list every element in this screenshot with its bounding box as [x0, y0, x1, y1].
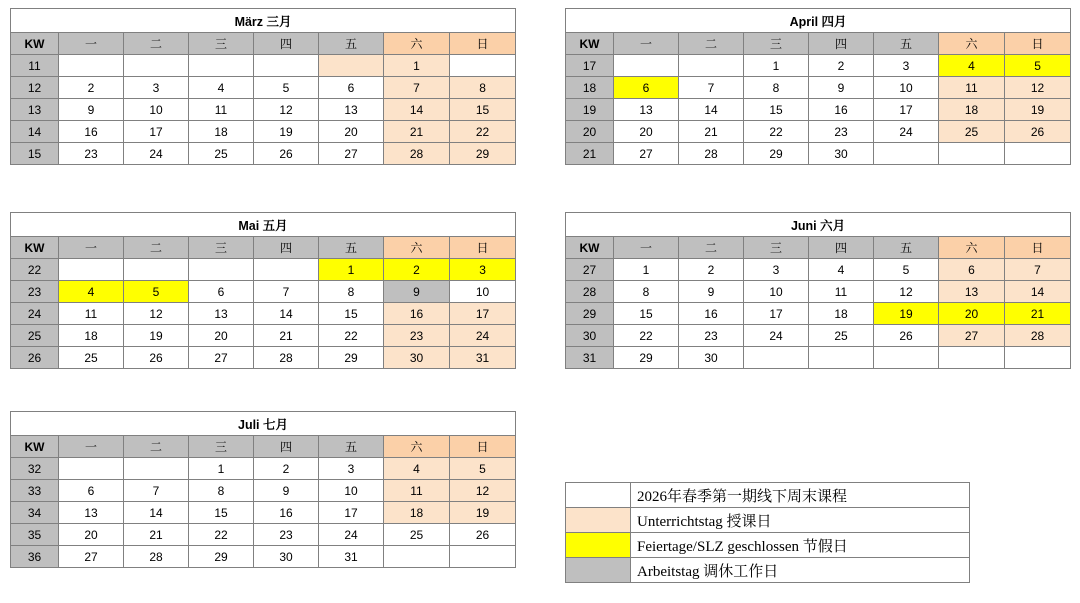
week-row [11, 480, 516, 502]
day-cell: 24 [744, 325, 809, 347]
day-cell: 22 [450, 121, 516, 143]
legend-row [566, 533, 970, 558]
day-cell [874, 143, 939, 165]
day-cell [124, 458, 189, 480]
day-cell: 10 [874, 77, 939, 99]
kw-header: KW [11, 237, 59, 259]
day-cell: 2 [384, 259, 450, 281]
week-row [11, 259, 516, 281]
week-number: 11 [11, 55, 59, 77]
weekday-header: 一 [614, 33, 679, 55]
day-cell: 29 [450, 143, 516, 165]
day-cell: 16 [679, 303, 744, 325]
day-cell: 15 [450, 99, 516, 121]
week-number: 23 [11, 281, 59, 303]
weekday-header: 一 [614, 237, 679, 259]
month-title: Juni 六月 [566, 213, 1071, 237]
day-cell: 25 [939, 121, 1005, 143]
day-cell: 5 [124, 281, 189, 303]
day-cell: 27 [59, 546, 124, 568]
weekday-header: 五 [874, 237, 939, 259]
legend-label: Unterrichtstag 授课日 [631, 508, 970, 533]
day-cell [124, 55, 189, 77]
weekday-header-weekend: 日 [450, 436, 516, 458]
day-cell: 25 [59, 347, 124, 369]
day-cell: 19 [1005, 99, 1071, 121]
week-number: 33 [11, 480, 59, 502]
weekday-header-weekend: 日 [450, 33, 516, 55]
day-cell: 10 [124, 99, 189, 121]
day-cell: 29 [189, 546, 254, 568]
weekday-header: 五 [319, 237, 384, 259]
legend-row [566, 558, 970, 583]
week-number: 29 [566, 303, 614, 325]
day-cell: 27 [319, 143, 384, 165]
week-row [566, 259, 1071, 281]
weekday-header: 四 [254, 436, 319, 458]
day-cell [874, 347, 939, 369]
day-cell [189, 259, 254, 281]
week-number: 20 [566, 121, 614, 143]
day-cell: 5 [874, 259, 939, 281]
day-cell: 13 [59, 502, 124, 524]
day-cell: 13 [614, 99, 679, 121]
day-cell: 16 [254, 502, 319, 524]
day-cell [614, 55, 679, 77]
day-cell: 29 [614, 347, 679, 369]
day-cell: 20 [319, 121, 384, 143]
weekday-header: 五 [319, 436, 384, 458]
day-cell: 20 [189, 325, 254, 347]
weekday-header-row [11, 436, 516, 458]
day-cell: 7 [679, 77, 744, 99]
day-cell: 22 [744, 121, 809, 143]
weekday-header-weekend: 六 [384, 237, 450, 259]
day-cell: 3 [124, 77, 189, 99]
day-cell [1005, 347, 1071, 369]
legend-swatch-teach [566, 508, 631, 533]
day-cell: 28 [254, 347, 319, 369]
day-cell: 7 [384, 77, 450, 99]
kw-header: KW [566, 33, 614, 55]
day-cell: 8 [319, 281, 384, 303]
day-cell: 6 [614, 77, 679, 99]
day-cell: 15 [614, 303, 679, 325]
day-cell: 22 [614, 325, 679, 347]
day-cell: 5 [1005, 55, 1071, 77]
day-cell: 8 [189, 480, 254, 502]
day-cell [59, 458, 124, 480]
day-cell: 24 [124, 143, 189, 165]
day-cell: 21 [124, 524, 189, 546]
weekday-header: 二 [124, 436, 189, 458]
day-cell: 14 [254, 303, 319, 325]
day-cell: 31 [450, 347, 516, 369]
day-cell: 23 [59, 143, 124, 165]
weekday-header: 一 [59, 33, 124, 55]
day-cell: 10 [744, 281, 809, 303]
week-row [566, 77, 1071, 99]
day-cell: 3 [874, 55, 939, 77]
week-row [11, 524, 516, 546]
weekday-header: 一 [59, 237, 124, 259]
week-row [11, 458, 516, 480]
week-row [11, 502, 516, 524]
week-row [11, 77, 516, 99]
day-cell: 24 [319, 524, 384, 546]
day-cell: 15 [319, 303, 384, 325]
day-cell: 18 [939, 99, 1005, 121]
week-number: 19 [566, 99, 614, 121]
day-cell: 11 [809, 281, 874, 303]
day-cell: 5 [254, 77, 319, 99]
week-number: 14 [11, 121, 59, 143]
month-calendar [565, 8, 1071, 165]
day-cell: 18 [59, 325, 124, 347]
week-row [566, 325, 1071, 347]
kw-header: KW [11, 436, 59, 458]
day-cell: 13 [319, 99, 384, 121]
kw-header: KW [11, 33, 59, 55]
day-cell: 23 [384, 325, 450, 347]
weekday-header: 二 [679, 237, 744, 259]
week-row [11, 347, 516, 369]
weekday-header: 四 [254, 33, 319, 55]
day-cell: 12 [874, 281, 939, 303]
legend-label: Arbeitstag 调休工作日 [631, 558, 970, 583]
day-cell: 1 [189, 458, 254, 480]
day-cell [809, 347, 874, 369]
day-cell: 18 [809, 303, 874, 325]
day-cell: 21 [254, 325, 319, 347]
week-number: 21 [566, 143, 614, 165]
day-cell: 19 [874, 303, 939, 325]
day-cell [254, 55, 319, 77]
day-cell: 7 [1005, 259, 1071, 281]
day-cell: 17 [450, 303, 516, 325]
day-cell: 12 [254, 99, 319, 121]
weekday-header: 三 [189, 33, 254, 55]
day-cell: 12 [124, 303, 189, 325]
day-cell [939, 347, 1005, 369]
week-number: 13 [11, 99, 59, 121]
day-cell [59, 259, 124, 281]
week-row [11, 99, 516, 121]
week-number: 35 [11, 524, 59, 546]
day-cell [450, 546, 516, 568]
weekday-header: 四 [809, 237, 874, 259]
weekday-header-row [11, 237, 516, 259]
day-cell: 2 [59, 77, 124, 99]
month-title: April 四月 [566, 9, 1071, 33]
day-cell: 14 [679, 99, 744, 121]
month-calendar [10, 8, 516, 165]
day-cell: 20 [59, 524, 124, 546]
weekday-header-row [566, 33, 1071, 55]
day-cell: 27 [189, 347, 254, 369]
week-number: 25 [11, 325, 59, 347]
day-cell [59, 55, 124, 77]
legend-row [566, 483, 970, 508]
month-title: März 三月 [11, 9, 516, 33]
weekday-header: 五 [874, 33, 939, 55]
day-cell: 10 [319, 480, 384, 502]
week-number: 22 [11, 259, 59, 281]
day-cell: 19 [124, 325, 189, 347]
day-cell: 21 [1005, 303, 1071, 325]
weekday-header: 三 [189, 436, 254, 458]
weekday-header: 三 [744, 33, 809, 55]
day-cell: 4 [809, 259, 874, 281]
day-cell: 1 [614, 259, 679, 281]
day-cell [679, 55, 744, 77]
day-cell: 31 [319, 546, 384, 568]
day-cell [319, 55, 384, 77]
legend-label: 2026年春季第一期线下周末课程 [631, 483, 970, 508]
week-number: 15 [11, 143, 59, 165]
day-cell: 2 [254, 458, 319, 480]
week-row [566, 121, 1071, 143]
week-number: 26 [11, 347, 59, 369]
day-cell: 3 [319, 458, 384, 480]
day-cell [124, 259, 189, 281]
day-cell: 9 [809, 77, 874, 99]
day-cell: 6 [319, 77, 384, 99]
day-cell: 14 [124, 502, 189, 524]
legend-swatch-work [566, 558, 631, 583]
day-cell: 9 [384, 281, 450, 303]
weekday-header: 二 [124, 237, 189, 259]
week-row [566, 347, 1071, 369]
day-cell: 30 [384, 347, 450, 369]
day-cell: 25 [809, 325, 874, 347]
day-cell: 30 [809, 143, 874, 165]
week-number: 17 [566, 55, 614, 77]
week-row [566, 303, 1071, 325]
week-row [11, 55, 516, 77]
week-row [566, 55, 1071, 77]
week-row [11, 303, 516, 325]
weekday-header: 二 [124, 33, 189, 55]
weekday-header-weekend: 六 [939, 237, 1005, 259]
day-cell: 26 [874, 325, 939, 347]
day-cell: 22 [189, 524, 254, 546]
day-cell: 17 [124, 121, 189, 143]
day-cell: 9 [59, 99, 124, 121]
day-cell: 26 [254, 143, 319, 165]
day-cell: 7 [124, 480, 189, 502]
day-cell [939, 143, 1005, 165]
day-cell: 12 [450, 480, 516, 502]
weekday-header-weekend: 日 [1005, 33, 1071, 55]
week-number: 28 [566, 281, 614, 303]
week-number: 36 [11, 546, 59, 568]
day-cell: 8 [614, 281, 679, 303]
weekday-header: 二 [679, 33, 744, 55]
day-cell: 8 [450, 77, 516, 99]
day-cell: 26 [450, 524, 516, 546]
day-cell: 9 [254, 480, 319, 502]
day-cell: 4 [939, 55, 1005, 77]
day-cell: 26 [124, 347, 189, 369]
day-cell: 28 [384, 143, 450, 165]
day-cell: 17 [874, 99, 939, 121]
day-cell [254, 259, 319, 281]
day-cell: 19 [450, 502, 516, 524]
day-cell: 28 [679, 143, 744, 165]
month-calendar [10, 411, 516, 568]
day-cell: 6 [939, 259, 1005, 281]
day-cell: 5 [450, 458, 516, 480]
day-cell: 27 [614, 143, 679, 165]
day-cell: 13 [189, 303, 254, 325]
day-cell: 29 [319, 347, 384, 369]
weekday-header: 三 [744, 237, 809, 259]
week-number: 18 [566, 77, 614, 99]
day-cell: 6 [189, 281, 254, 303]
day-cell: 1 [319, 259, 384, 281]
week-row [11, 121, 516, 143]
day-cell: 22 [319, 325, 384, 347]
week-row [11, 325, 516, 347]
weekday-header: 五 [319, 33, 384, 55]
weekday-header-weekend: 六 [384, 436, 450, 458]
weekday-header-weekend: 日 [1005, 237, 1071, 259]
week-row [566, 99, 1071, 121]
day-cell: 4 [189, 77, 254, 99]
day-cell: 6 [59, 480, 124, 502]
day-cell [744, 347, 809, 369]
day-cell: 16 [59, 121, 124, 143]
day-cell [189, 55, 254, 77]
day-cell: 14 [1005, 281, 1071, 303]
legend [565, 482, 970, 583]
day-cell: 8 [744, 77, 809, 99]
week-number: 32 [11, 458, 59, 480]
day-cell: 23 [809, 121, 874, 143]
day-cell: 18 [384, 502, 450, 524]
day-cell: 16 [384, 303, 450, 325]
day-cell: 3 [450, 259, 516, 281]
day-cell: 17 [319, 502, 384, 524]
day-cell: 3 [744, 259, 809, 281]
week-row [566, 143, 1071, 165]
day-cell: 26 [1005, 121, 1071, 143]
weekday-header-weekend: 六 [939, 33, 1005, 55]
day-cell: 1 [384, 55, 450, 77]
day-cell: 11 [189, 99, 254, 121]
day-cell: 13 [939, 281, 1005, 303]
day-cell: 18 [189, 121, 254, 143]
day-cell: 4 [384, 458, 450, 480]
weekday-header-weekend: 日 [450, 237, 516, 259]
day-cell [384, 546, 450, 568]
day-cell: 23 [254, 524, 319, 546]
day-cell: 15 [744, 99, 809, 121]
week-number: 24 [11, 303, 59, 325]
day-cell: 24 [874, 121, 939, 143]
day-cell: 4 [59, 281, 124, 303]
legend-row [566, 508, 970, 533]
day-cell: 9 [679, 281, 744, 303]
day-cell: 25 [189, 143, 254, 165]
day-cell [450, 55, 516, 77]
day-cell: 29 [744, 143, 809, 165]
day-cell: 24 [450, 325, 516, 347]
weekday-header-row [566, 237, 1071, 259]
weekday-header: 四 [809, 33, 874, 55]
month-title: Mai 五月 [11, 213, 516, 237]
weekday-header: 四 [254, 237, 319, 259]
weekday-header: 三 [189, 237, 254, 259]
day-cell: 11 [384, 480, 450, 502]
day-cell: 28 [1005, 325, 1071, 347]
legend-swatch-course [566, 483, 631, 508]
day-cell: 21 [679, 121, 744, 143]
week-row [566, 281, 1071, 303]
day-cell: 27 [939, 325, 1005, 347]
day-cell: 20 [614, 121, 679, 143]
day-cell: 15 [189, 502, 254, 524]
week-number: 27 [566, 259, 614, 281]
day-cell: 14 [384, 99, 450, 121]
day-cell: 12 [1005, 77, 1071, 99]
week-row [11, 546, 516, 568]
week-row [11, 281, 516, 303]
weekday-header-row [11, 33, 516, 55]
week-number: 12 [11, 77, 59, 99]
day-cell: 25 [384, 524, 450, 546]
week-number: 34 [11, 502, 59, 524]
day-cell: 30 [254, 546, 319, 568]
month-calendar [10, 212, 516, 369]
month-calendar [565, 212, 1071, 369]
legend-swatch-holiday [566, 533, 631, 558]
day-cell: 28 [124, 546, 189, 568]
weekday-header-weekend: 六 [384, 33, 450, 55]
day-cell: 16 [809, 99, 874, 121]
week-number: 30 [566, 325, 614, 347]
day-cell: 20 [939, 303, 1005, 325]
month-title: Juli 七月 [11, 412, 516, 436]
day-cell: 17 [744, 303, 809, 325]
day-cell: 11 [59, 303, 124, 325]
day-cell [1005, 143, 1071, 165]
legend-label: Feiertage/SLZ geschlossen 节假日 [631, 533, 970, 558]
day-cell: 2 [809, 55, 874, 77]
day-cell: 30 [679, 347, 744, 369]
week-row [11, 143, 516, 165]
week-number: 31 [566, 347, 614, 369]
day-cell: 10 [450, 281, 516, 303]
day-cell: 21 [384, 121, 450, 143]
day-cell: 2 [679, 259, 744, 281]
day-cell: 11 [939, 77, 1005, 99]
weekday-header: 一 [59, 436, 124, 458]
day-cell: 19 [254, 121, 319, 143]
day-cell: 1 [744, 55, 809, 77]
kw-header: KW [566, 237, 614, 259]
day-cell: 23 [679, 325, 744, 347]
day-cell: 7 [254, 281, 319, 303]
